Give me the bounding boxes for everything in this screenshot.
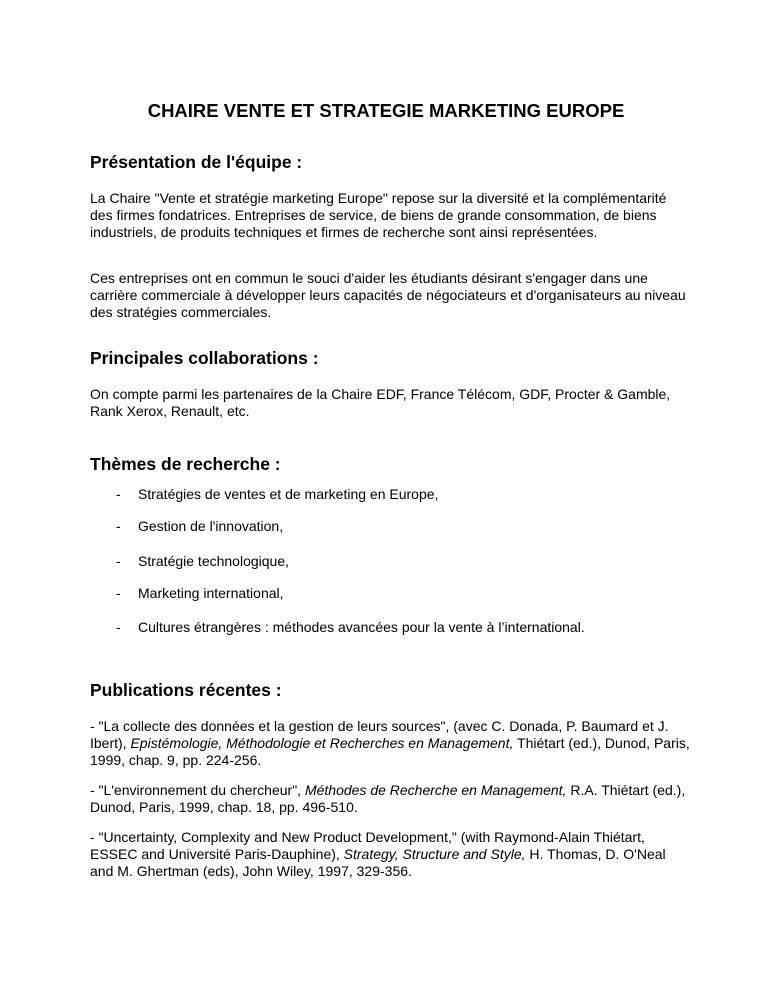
- publication-source: Méthodes de Recherche en Management,: [304, 782, 567, 798]
- bullet-dash: -: [116, 486, 121, 502]
- publication-text: - "L'environnement du chercheur",: [90, 782, 305, 798]
- publication-text: H. Thomas, D. O'Neal and M. Ghertman (eds), John Wiley, 1997, 329-356.: [90, 846, 666, 879]
- presentation-paragraph-2: Ces entreprises ont en commun le souci d'aider les étudiants désirant s'engager dans une carrière commerciale à développer leurs capacités de négociateurs et d'organisateurs au niveau des stratégies commerciales.: [90, 270, 686, 320]
- heading-presentation: Présentation de l'équipe :: [90, 152, 303, 172]
- list-item-text: Stratégie technologique,: [138, 553, 289, 569]
- publication-item: [90, 718, 690, 769]
- collaborations-paragraph: On compte parmi les partenaires de la Chaire EDF, France Télécom, GDF, Procter & Gamble, Rank Xerox, Renault, etc.: [90, 386, 671, 419]
- bullet-dash: -: [116, 619, 121, 635]
- list-item: [116, 585, 284, 602]
- list-item-text: Marketing international,: [138, 585, 284, 601]
- list-item: [116, 486, 438, 503]
- publication-text: - "La collecte des données et la gestion de leurs sources", (avec C. Donada, P. Baumard et J. Ibert),: [90, 718, 669, 751]
- bullet-dash: -: [116, 518, 121, 534]
- list-item: [116, 553, 289, 570]
- heading-publications: Publications récentes :: [90, 680, 282, 700]
- bullet-dash: -: [116, 585, 121, 601]
- publication-text: Thiétart (ed.), Dunod, Paris, 1999, chap. 9, pp. 224-256.: [90, 735, 690, 768]
- publication-text: - "Uncertainty, Complexity and New Product Development," (with Raymond-Alain Thiétart, ESSEC and Université Paris-Dauphine),: [90, 829, 645, 862]
- list-item-text: Cultures étrangères : méthodes avancées pour la vente à l’international.: [138, 619, 585, 635]
- bullet-dash: -: [116, 553, 121, 569]
- list-item: [116, 518, 283, 535]
- publication-source: Epistémologie, Méthodologie et Recherches en Management,: [130, 735, 514, 751]
- presentation-paragraph-1: La Chaire "Vente et stratégie marketing Europe" repose sur la diversité et la complémentarité des firmes fondatrices. Entreprises de service, de biens de grande consommation, de biens industriels, de produits techniques et firmes de recherche sont ainsi représentées.: [90, 190, 667, 240]
- publication-item: [90, 782, 690, 816]
- list-item: [116, 619, 585, 636]
- publication-text: R.A. Thiétart (ed.), Dunod, Paris, 1999, chap. 18, pp. 496-510.: [90, 782, 686, 815]
- document-title: CHAIRE VENTE ET STRATEGIE MARKETING EUROPE: [147, 100, 625, 121]
- heading-themes: Thèmes de recherche :: [90, 454, 281, 474]
- heading-collaborations: Principales collaborations :: [90, 348, 319, 368]
- publication-source: Strategy, Structure and Style,: [343, 846, 526, 862]
- list-item-text: Gestion de l'innovation,: [138, 518, 284, 534]
- publication-item: [90, 829, 690, 880]
- list-item-text: Stratégies de ventes et de marketing en Europe,: [138, 486, 439, 502]
